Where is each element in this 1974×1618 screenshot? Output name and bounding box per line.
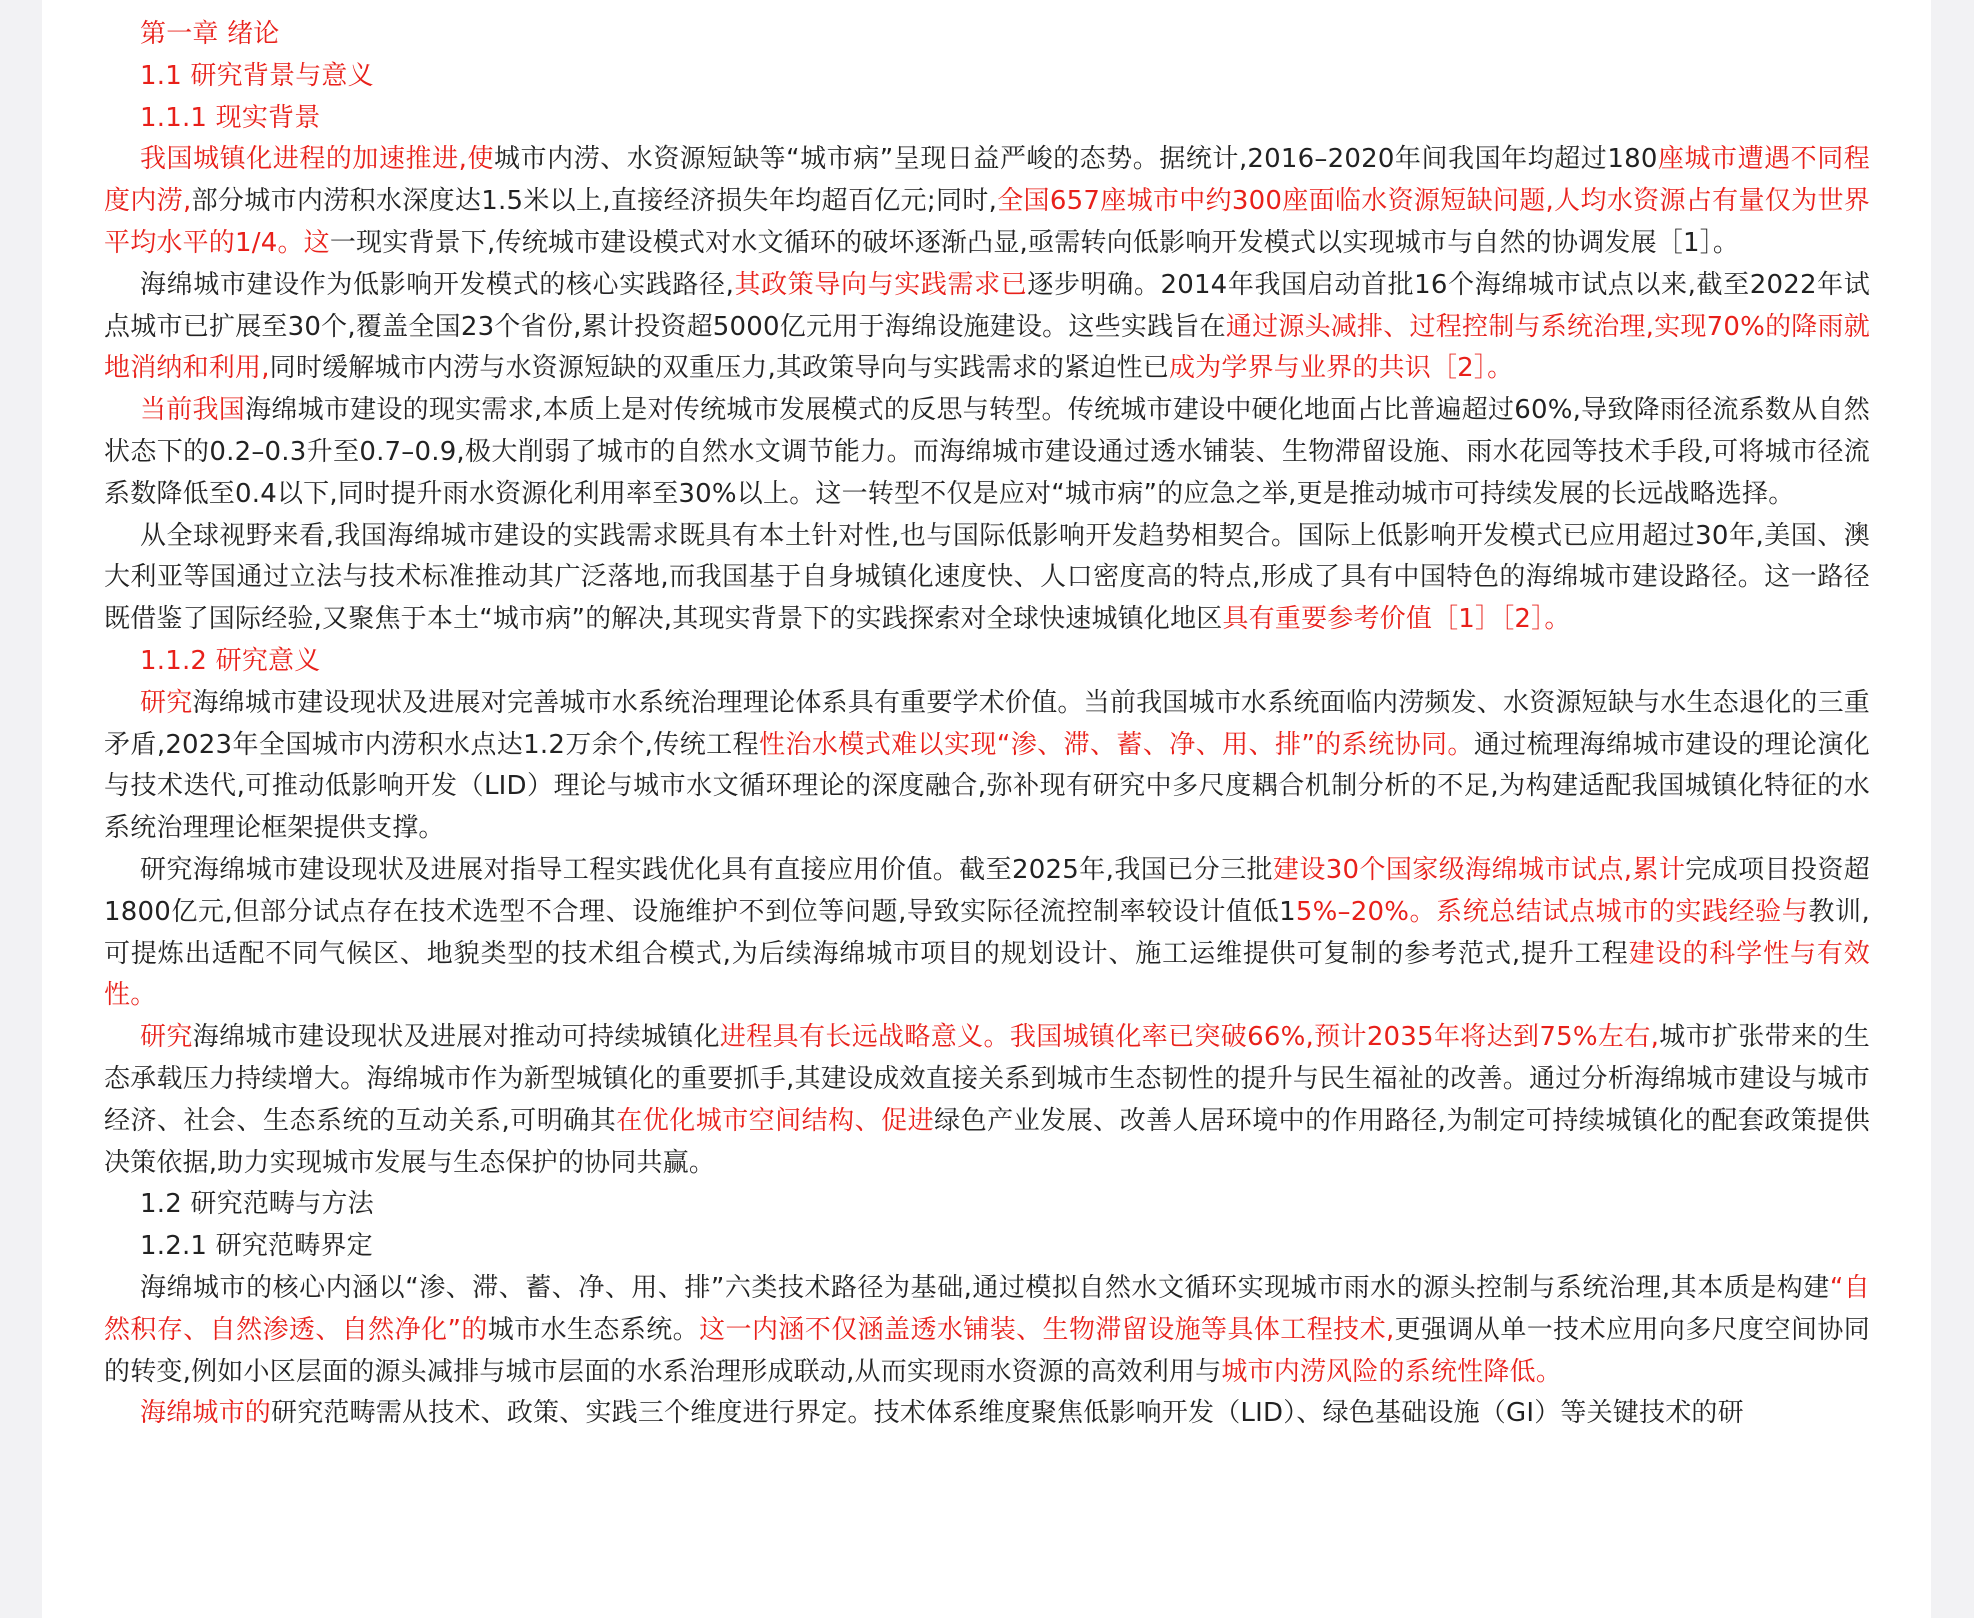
text-run: 同时缓解城市内涝与水资源短缺的双重压力,其政策导向与实践需求的紧迫性已: [269, 353, 1169, 384]
highlighted-text: 这一内涵不仅涵盖透水铺装、生物滞留设施等具体工程技术,: [699, 1314, 1395, 1345]
highlighted-text: 成为学界与业界的共识［2］。: [1168, 353, 1514, 384]
text-run: 逐步明确。2014年我国启动首批16个海绵城市试点以来,截至2022年试点城市已扩展至30个,覆盖全国23个省份,累计投资超5000亿元用于海绵设施建设。这些实践旨在: [104, 269, 1871, 342]
highlighted-text: 研究: [140, 1022, 193, 1053]
text-run: 海绵城市建设现状及进展对完善城市水系统治理理论体系具有重要学术价值。当前我国城市水系统面临内涝频发、水资源短缺与水生态退化的三重矛盾,2023年全国城市内涝积水点达1.2万余个,传统工程: [104, 687, 1870, 760]
highlighted-text: 1.1.2 研究意义: [140, 645, 321, 676]
section-heading: [104, 641, 1870, 683]
highlighted-text: 第一章 绪论: [140, 19, 280, 49]
body-paragraph: [104, 265, 1870, 390]
highlighted-text: 建设30个国家级海绵城市试点,累计: [1272, 854, 1686, 885]
body-paragraph: [104, 683, 1870, 850]
body-paragraph: [104, 1393, 1870, 1435]
text-run: 1.2.1 研究范畴界定: [140, 1231, 373, 1262]
text-run: 完成项目投资超1800亿元,但部分试点存在技术选型不合理、设施维护不到位等问题,导致实际径流控制率较设计值低1: [104, 854, 1871, 927]
highlighted-text: 1.1 研究背景与意义: [140, 60, 374, 91]
text-run: 1.2 研究范畴与方法: [140, 1189, 374, 1220]
body-paragraph: [104, 390, 1870, 515]
highlighted-text: 座城市遭遇不同程度内涝,: [104, 144, 1870, 217]
highlighted-text: 当前我国: [140, 395, 246, 426]
highlighted-text: 全国657座城市中约300座面临水资源短缺问题,人均水资源占有量仅为世界平均水平的1/4。这: [104, 186, 1870, 258]
text-run: 海绵城市的核心内涵以“渗、滞、蓄、净、用、排”六类技术路径为基础,通过模拟自然水文循环实现城市雨水的源头控制与系统治理,其本质是构建: [140, 1272, 1830, 1303]
body-paragraph: [104, 139, 1870, 264]
text-run: 更强调从单一技术应用向多尺度空间协同的转变,例如小区层面的源头减排与城市层面的水系治理形成联动,从而实现雨水资源的高效利用与: [104, 1314, 1870, 1387]
body-paragraph: [104, 516, 1870, 641]
highlighted-text: 进程具有长远战略意义。我国城镇化率已突破66%,预计2035年将达到75%左右,: [719, 1022, 1660, 1053]
text-run: 城市水生态系统。: [487, 1314, 700, 1345]
highlighted-text: 在优化城市空间结构、促进: [616, 1105, 935, 1136]
text-run: 城市扩张带来的生态承载压力持续增大。海绵城市作为新型城镇化的重要抓手,其建设成效直接关系到城市生态韧性的提升与民生福祉的改善。通过分析海绵城市建设与城市经济、社会、生态系统的互动关系,可明确其: [104, 1022, 1870, 1136]
body-paragraph: [104, 1017, 1870, 1184]
highlighted-text: 5%–20%。系统总结试点城市的实践经验与: [1295, 896, 1809, 927]
text-run: 研究范畴需从技术、政策、实践三个维度进行界定。技术体系维度聚焦低影响开发（LID）、绿色基础设施（GI）等关键技术的研: [271, 1398, 1744, 1429]
section-heading: [104, 1184, 1870, 1226]
highlighted-text: 其政策导向与实践需求已: [734, 269, 1028, 300]
text-run: 绿色产业发展、改善人居环境中的作用路径,为制定可持续城镇化的配套政策提供决策依据,助力实现城市发展与生态保护的协同共赢。: [104, 1105, 1871, 1178]
text-run: 海绵城市建设作为低影响开发模式的核心实践路径,: [140, 269, 735, 300]
highlighted-text: 性治水模式难以实现“渗、滞、蓄、净、用、排”的系统协同。: [759, 729, 1474, 760]
text-run: 教训,可提炼出适配不同气候区、地貌类型的技术组合模式,为后续海绵城市项目的规划设计、施工运维提供可复制的参考范式,提升工程: [104, 896, 1871, 969]
highlighted-text: 研究: [140, 687, 193, 718]
section-heading: [104, 56, 1870, 98]
text-run: 一现实背景下,传统城市建设模式对水文循环的破坏逐渐凸显,亟需转向低影响开发模式以实现城市与自然的协调发展［1］。: [329, 227, 1740, 258]
text-run: 通过梳理海绵城市建设的理论演化与技术迭代,可推动低影响开发（LID）理论与城市水文循环理论的深度融合,弥补现有研究中多尺度耦合机制分析的不足,为构建适配我国城镇化特征的水系统治理理论框架提供支撑。: [104, 729, 1870, 844]
text-run: 研究海绵城市建设现状及进展对指导工程实践优化具有直接应用价值。截至2025年,我国已分三批: [140, 854, 1273, 885]
section-heading: [104, 98, 1870, 140]
highlighted-text: 通过源头减排、过程控制与系统治理,实现70%的降雨就地消纳和利用,: [104, 311, 1870, 384]
section-heading: [104, 14, 1870, 56]
document-body: [104, 14, 1870, 1435]
text-run: 城市内涝、水资源短缺等“城市病”呈现日益严峻的态势。据统计,2016–2020年间我国年均超过180: [494, 144, 1658, 175]
document-page: [42, 0, 1931, 1618]
highlighted-text: 城市内涝风险的系统性降低。: [1221, 1356, 1562, 1387]
highlighted-text: 建设的科学性与有效性。: [104, 938, 1870, 1011]
highlighted-text: “自然积存、自然渗透、自然净化”的: [104, 1272, 1871, 1345]
body-paragraph: [104, 1268, 1870, 1393]
body-paragraph: [104, 850, 1870, 1017]
text-run: 海绵城市建设的现实需求,本质上是对传统城市发展模式的反思与转型。传统城市建设中硬化地面占比普遍超过60%,导致降雨径流系数从自然状态下的0.2–0.3升至0.7–0.9,极大削弱了城市的自然水文调节能力。而海绵城市建设通过透水铺装、生物滞留设施、雨水花园等技术手段,可将城市径流系数降低至0.4以下,同时提升雨水资源化利用率至30%以上。这一转型不仅是应对“城市病”的应急之举,更是推动城市可持续发展的长远战略选择。: [104, 395, 1870, 509]
text-run: 从全球视野来看,我国海绵城市建设的实践需求既具有本土针对性,也与国际低影响开发趋势相契合。国际上低影响开发模式已应用超过30年,美国、澳大利亚等国通过立法与技术标准推动其广泛落地,而我国基于自身城镇化速度快、人口密度高的特点,形成了具有中国特色的海绵城市建设路径。这一路径既借鉴了国际经验,又聚焦于本土“城市病”的解决,其现实背景下的实践探索对全球快速城镇化地区: [104, 520, 1870, 635]
highlighted-text: 具有重要参考价值［1］［2］。: [1222, 604, 1571, 635]
highlighted-text: 我国城镇化进程的加速推进,使: [140, 144, 494, 175]
highlighted-text: 海绵城市的: [140, 1398, 272, 1429]
text-run: 部分城市内涝积水深度达1.5米以上,直接经济损失年均超百亿元;同时,: [191, 186, 998, 217]
highlighted-text: 1.1.1 现实背景: [140, 102, 321, 133]
section-heading: [104, 1226, 1870, 1268]
text-run: 海绵城市建设现状及进展对推动可持续城镇化: [192, 1022, 720, 1053]
